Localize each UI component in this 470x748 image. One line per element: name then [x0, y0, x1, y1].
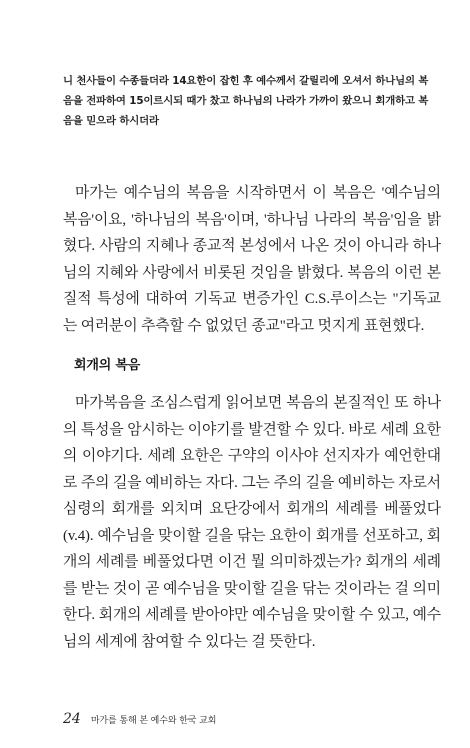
page-number: 24 — [63, 711, 81, 727]
running-title: 마가를 통해 본 예수와 한국 교회 — [90, 716, 217, 726]
page-footer — [63, 711, 216, 727]
section-heading: 회개의 복음 — [74, 358, 141, 373]
scripture-quote: 니 천사들이 수종들더라 14요한이 잡힌 후 예수께서 갈릴리에 오셔서 하나님의 복음을 전파하여 15이르시되 때가 찼고 하나님의 나라가 가까이 왔으니 회개하고 복음을 믿으라 하시더라 — [63, 75, 429, 127]
body-paragraph-2: 마가복음을 조심스럽게 읽어보면 복음의 본질적인 또 하나의 특성을 암시하는 이야기를 발견할 수 있다. 바로 세례 요한의 이야기다. 세례 요한은 구약의 이사야 선지자가 예언한대로 주의 길을 예비하는 자다. 그는 주의 길을 예비하는 자로서 심령의 회개를 외치며 요단강에서 회개의 세례를 베풀었다(v.4). 예수님을 맞이할 길을 닦는 요한이 회개를 선포하고, 회개의 세례를 베풀었다면 이건 뭘 의미하겠는가? 회개의 세례를 받는 것이 곧 예수님을 맞이할 길을 닦는 것이라는 걸 의미한다. 회개의 세례를 받아야만 예수님을 맞이할 수 있고, 예수님의 세계에 참여할 수 있다는 걸 뜻한다. — [63, 395, 441, 650]
body-paragraph-1: 마가는 예수님의 복음을 시작하면서 이 복음은 '예수님의 복음'이요, '하나님의 복음'이며, '하나님 나라의 복음'임을 밝혔다. 사람의 지혜나 종교적 본성에서 나온 것이 아니라 하나님의 지혜와 사랑에서 비롯된 것임을 밝혔다. 복음의 이런 본질적 특성에 대하여 기독교 변증가인 C.S.루이스는 "기독교는 여러분이 추측할 수 없었던 종교"라고 멋지게 표현했다. — [63, 185, 441, 334]
